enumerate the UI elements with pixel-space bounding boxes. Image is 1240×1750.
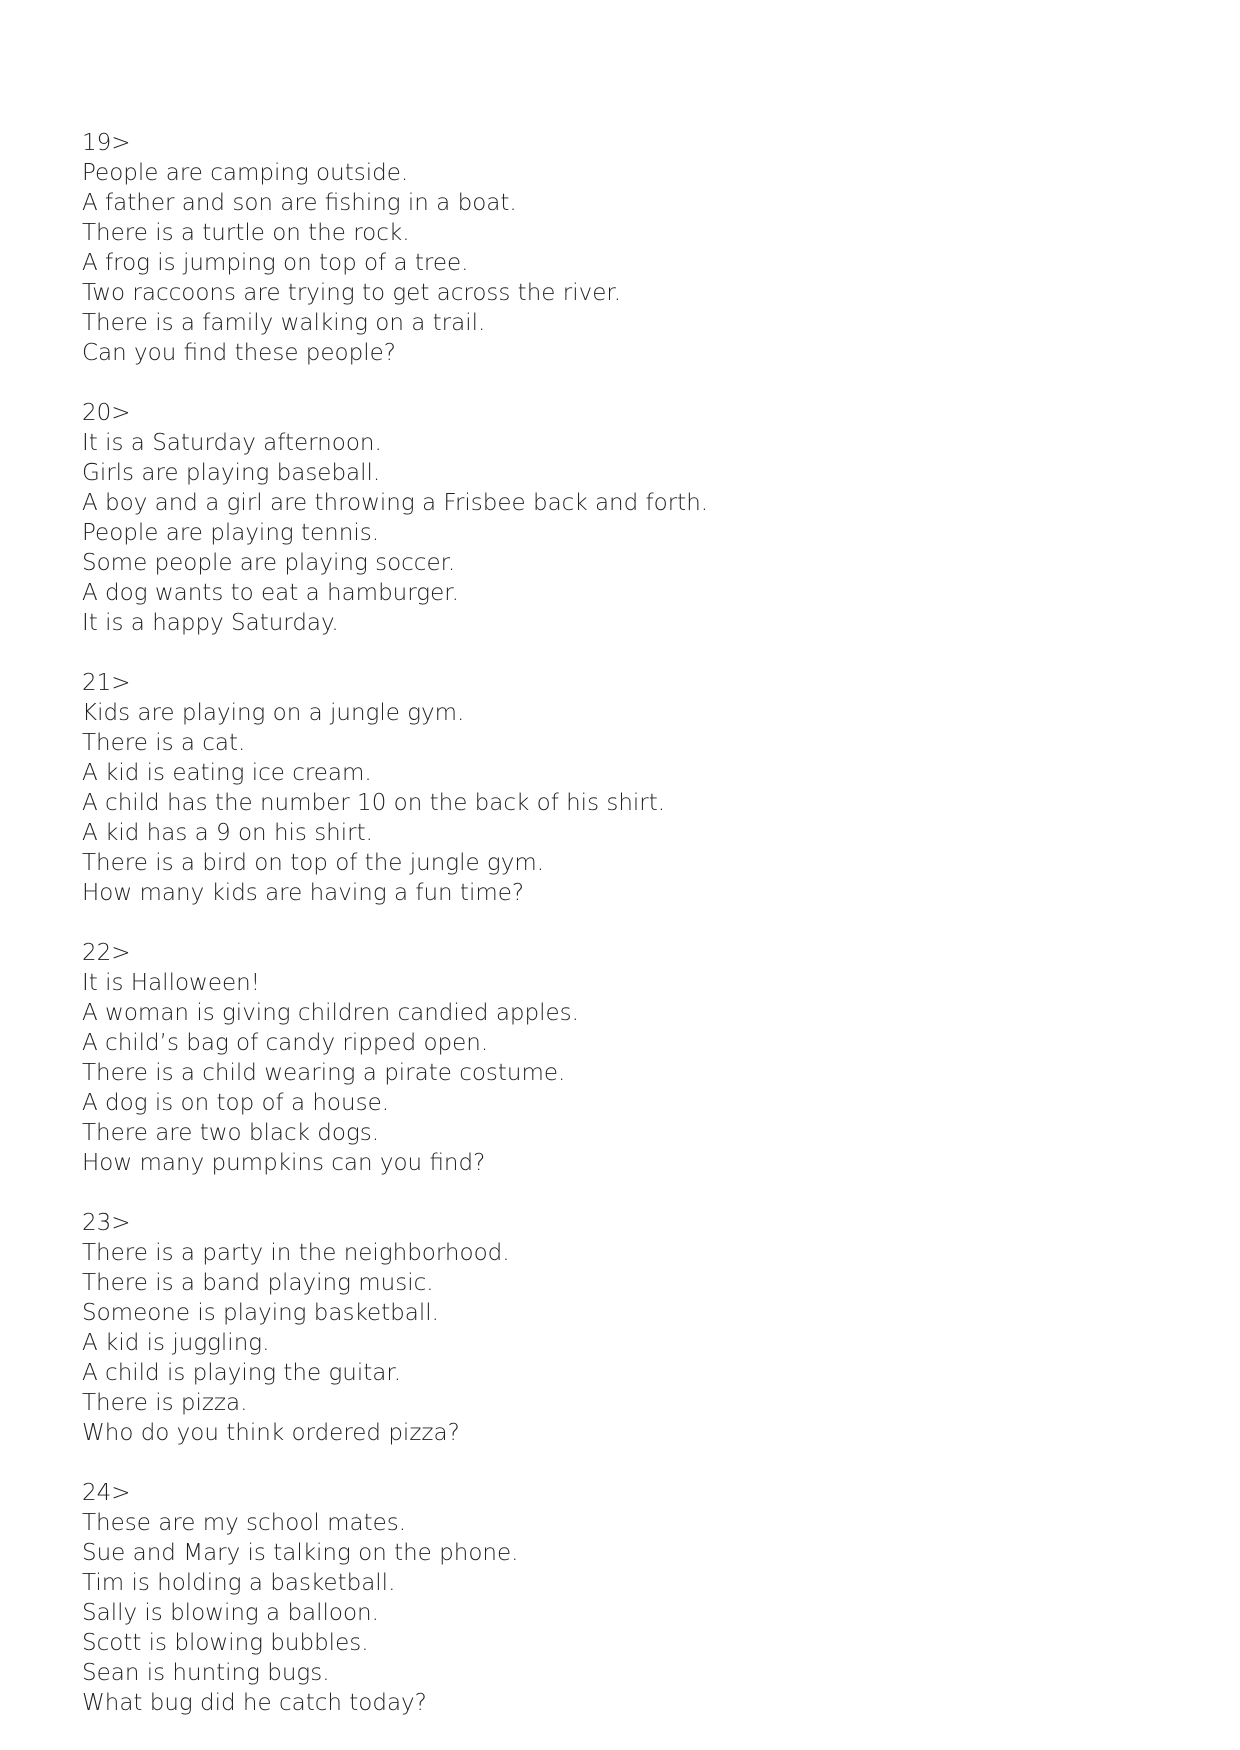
passage-line: Sally is blowing a balloon.	[82, 1600, 379, 1626]
passage-question: Who do you think ordered pizza?	[82, 1420, 460, 1446]
passage-20	[82, 398, 1182, 638]
passage-19	[82, 128, 1182, 368]
passage-line: There is a bird on top of the jungle gym.	[82, 850, 545, 876]
passage-line: There is a cat.	[82, 730, 246, 756]
passage-line: Kids are playing on a jungle gym.	[82, 700, 465, 726]
passage-line: Sue and Mary is talking on the phone.	[82, 1540, 519, 1566]
passage-line: Someone is playing basketball.	[82, 1300, 439, 1326]
passage-number: 20>	[82, 400, 131, 426]
passage-line: Two raccoons are trying to get across the river.	[82, 280, 622, 306]
passage-line: People are camping outside.	[82, 160, 409, 186]
passage-line: It is Halloween!	[82, 970, 260, 996]
passage-23	[82, 1208, 1182, 1448]
passage-line: There is a family walking on a trail.	[82, 310, 486, 336]
passage-number: 24>	[82, 1480, 131, 1506]
passage-line: A kid is juggling.	[82, 1330, 270, 1356]
passage-line: A dog wants to eat a hamburger.	[82, 580, 459, 606]
passage-line: A kid is eating ice cream.	[82, 760, 372, 786]
passage-line: A kid has a 9 on his shirt.	[82, 820, 373, 846]
passage-line: It is a Saturday afternoon.	[82, 430, 382, 456]
passage-number: 23>	[82, 1210, 131, 1236]
passage-number: 21>	[82, 670, 131, 696]
passage-24	[82, 1478, 1182, 1718]
passage-22	[82, 938, 1182, 1178]
passage-line: A boy and a girl are throwing a Frisbee back and forth.	[82, 490, 709, 516]
passage-number: 22>	[82, 940, 131, 966]
passage-line: Some people are playing soccer.	[82, 550, 456, 576]
passage-line: A child’s bag of candy ripped open.	[82, 1030, 489, 1056]
passage-line: There is a party in the neighborhood.	[82, 1240, 510, 1266]
passage-line: A woman is giving children candied apples.	[82, 1000, 579, 1026]
passage-question: Can you find these people?	[82, 340, 396, 366]
passage-line: It is a happy Saturday.	[82, 610, 339, 636]
passage-line: Scott is blowing bubbles.	[82, 1630, 369, 1656]
passage-line: There is a band playing music.	[82, 1270, 434, 1296]
passage-line: A child is playing the guitar.	[82, 1360, 402, 1386]
passage-question: What bug did he catch today?	[82, 1690, 427, 1716]
passage-line: These are my school mates.	[82, 1510, 407, 1536]
passage-line: There is pizza.	[82, 1390, 248, 1416]
passage-21	[82, 668, 1182, 908]
passage-line: A dog is on top of a house.	[82, 1090, 390, 1116]
passage-line: A frog is jumping on top of a tree.	[82, 250, 469, 276]
passage-line: People are playing tennis.	[82, 520, 380, 546]
passage-number: 19>	[82, 130, 131, 156]
passage-line: A father and son are fishing in a boat.	[82, 190, 517, 216]
passage-question: How many kids are having a fun time?	[82, 880, 525, 906]
passage-line: There is a turtle on the rock.	[82, 220, 410, 246]
passage-line: A child has the number 10 on the back of his shirt.	[82, 790, 666, 816]
passage-line: Girls are playing baseball.	[82, 460, 381, 486]
passage-question: How many pumpkins can you find?	[82, 1150, 486, 1176]
passage-line: Tim is holding a basketball.	[82, 1570, 396, 1596]
passage-line: There are two black dogs.	[82, 1120, 380, 1146]
passage-line: There is a child wearing a pirate costume.	[82, 1060, 566, 1086]
passage-line: Sean is hunting bugs.	[82, 1660, 330, 1686]
document-page	[82, 128, 1182, 1748]
